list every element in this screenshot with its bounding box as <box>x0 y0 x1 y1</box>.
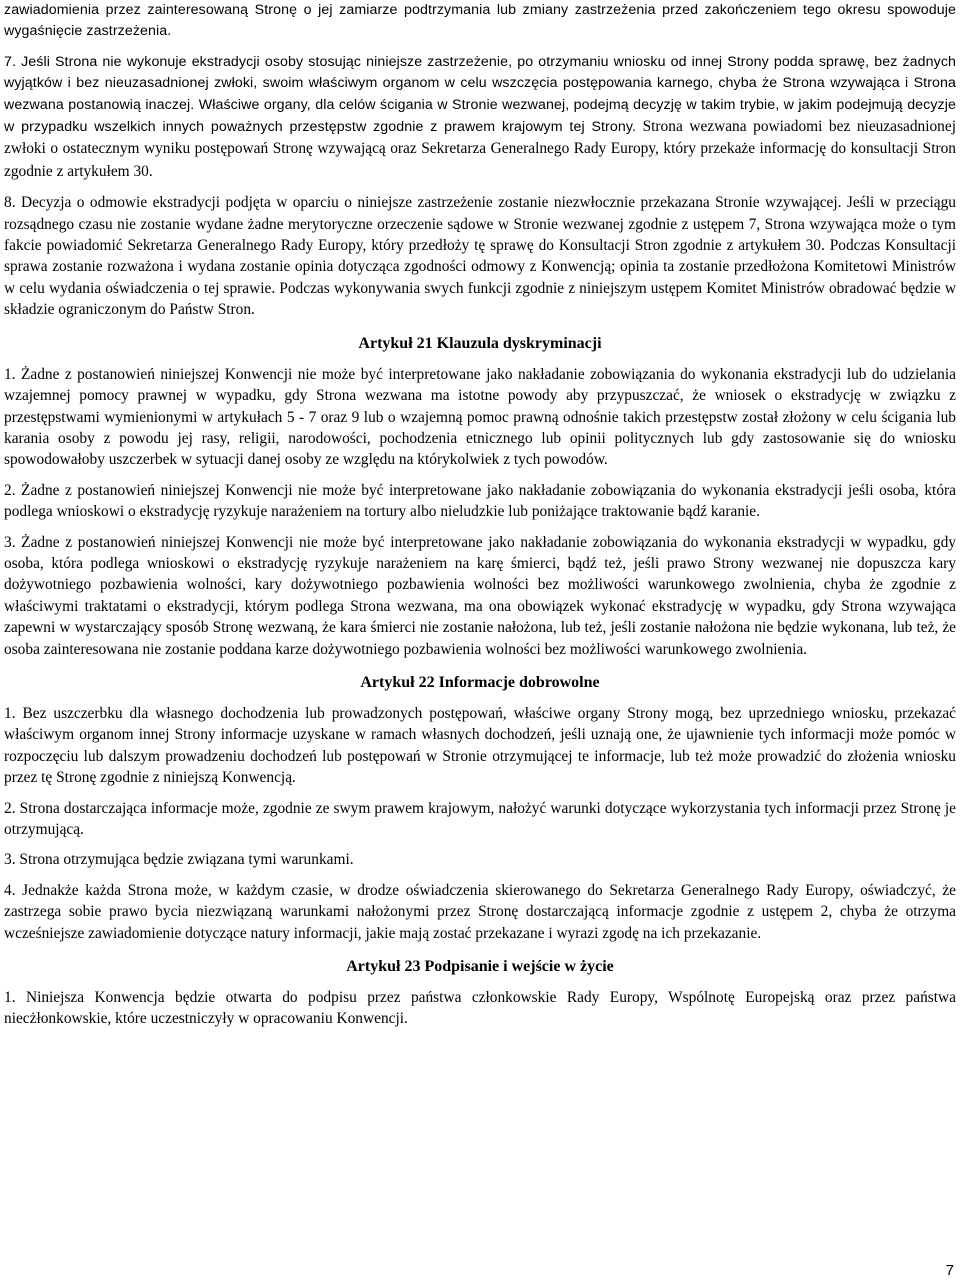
article-21-heading: Artykuł 21 Klauzula dyskryminacji <box>358 334 602 352</box>
paragraph-7-serif: Strona wezwana powiadomi bez nieuzasadnionej zwłoki o ostatecznym wyniku postępowań Stronę wzywającą oraz Sekretarza Generalnego Rady Europy, który przekaże informację do konsultacji Stron zgodnie z artykułem 30. <box>4 118 956 180</box>
article-22-paragraph-3: 3. Strona otrzymująca będzie związana tymi warunkami. <box>4 851 354 869</box>
article-22-paragraph-2: 2. Strona dostarczająca informacje może, zgodnie ze swym prawem krajowym, nałożyć warunki dotyczące wykorzystania tych informacji przez Stronę je otrzymującą. <box>4 799 956 838</box>
article-21-paragraph-1: 1. Żadne z postanowień niniejszej Konwencji nie może być interpretowane jako nakładanie zobowiązania do wykonania ekstradycji lub do udzielania wzajemnej pomocy prawnej w wypadku, gdy Strona wezwana ma istotne powody aby przypuszczać, że wniosek o ekstradycję w związku z przestępstwami wymienionymi w artykułach 5 - 7 oraz 9 lub o wzajemną pomoc prawną odnośnie takich przestępstw został złożony w celu ścigania lub karania osoby z powodu jej rasy, religii, narodowości, pochodzenia etnicznego lub opinii politycznych lub gdy zastosowanie się do wniosku spowodowałoby uszczerbek w sytuacji danej osoby ze względu na którykolwiek z tych powodów. <box>4 365 956 469</box>
article-22-paragraph-1: 1. Bez uszczerbku dla własnego dochodzenia lub prowadzonych postępowań, właściwe organy Strony mogą, bez uprzedniego wniosku, przekazać właściwym organom innej Strony informacje uzyskane w ramach własnych dochodzeń, jeśli uznają one, że ujawnienie tych informacji może pomóc w rozpoczęciu lub dalszym prowadzeniu dochodzeń lub postępowań w Stronie otrzymującej te informacje, lub też może prowadzić do złożenia wniosku przez tę Stronę zgodnie z niniejszą Konwencją. <box>4 704 956 787</box>
paragraph-8: 8. Decyzja o odmowie ekstradycji podjęta w oparciu o niniejsze zastrzeżenie zostanie niezwłocznie przekazana Stronie wzywającej. Jeśli w przeciągu rozsądnego czasu nie zostanie wydane żadne merytoryczne orzeczenie sądowe w Stronie wezwanej zgodnie z ustępem 7, Strona wzywająca może o tym fakcie powiadomić Sekretarza Generalnego Rady Europy, który przedłoży tę sprawę do Konsultacji Stron zgodnie z artykułem 30. Podczas Konsultacji sprawa zostanie rozważona i wydana zostanie opinia dotycząca zgodności odmowy z Konwencją; opinia ta zostanie przedłożona Komitetowi Ministrów w celu wydania oświadczenia o tej sprawie. Podczas wykonywania swych funkcji zgodnie z niniejszym ustępem Komitet Ministrów obradować będzie w składzie ograniczonym do Państw Stron. <box>4 194 956 319</box>
document-page <box>4 0 956 1030</box>
article-21-paragraph-2: 2. Żadne z postanowień niniejszej Konwencji nie może być interpretowane jako nakładanie zobowiązania do wykonania ekstradycji jeśli osoba, która podlega wnioskowi o ekstradycję ryzykuje narażeniem na tortury albo nieludzkie lub poniżające traktowanie bądź karanie. <box>4 481 956 521</box>
article-22-paragraph-4: 4. Jednakże każda Strona może, w każdym czasie, w drodze oświadczenia skierowanego do Sekretarza Generalnego Rady Europy, oświadczyć, że zastrzega sobie prawo bycia niezwiązaną warunkami nałożonymi przez Stronę dostarczającą informacje zgodnie z ustępem 2, chyba że otrzyma wcześniejsze zawiadomienie dotyczące natury informacji, jakie mają zostać przekazane i wyrazi zgodę na ich przekazanie. <box>4 881 956 942</box>
page-number: 7 <box>945 1262 954 1279</box>
article-23-paragraph-1: 1. Niniejsza Konwencja będzie otwarta do podpisu przez państwa członkowskie Rady Europy, Wspólnotę Europejską oraz przez państwa niecżłonkowskie, które uczestniczyły w opracowaniu Konwencji. <box>4 989 956 1028</box>
paragraph-7-sans: 7. Jeśli Strona nie wykonuje ekstradycji osoby stosując niniejsze zastrzeżenie, po otrzymaniu wniosku od innej Strony podda sprawę, bez żadnych wyjątków i bez nieuzasadnionej zwłoki, swoim właściwym organom w celu wszczęcia postępowania karnego, chyba że Strona wzywająca i Strona wezwana postanowią inaczej. Właściwe organy, dla celów ścigania w Stronie wezwanej, podejmą decyzję w takim trybie, w jakim podejmują decyzje w przypadku wszelkich innych poważnych przestępstw zgodnie z prawem krajowym tej Strony. <box>4 53 956 136</box>
intro-fragment: zawiadomienia przez zainteresowaną Stronę o jej zamiarze podtrzymania lub zmiany zastrzeżenia przed zakończeniem tego okresu spowoduje wygaśnięcie zastrzeżenia. <box>4 2 956 40</box>
paragraph-7 <box>4 52 956 183</box>
article-23-heading: Artykuł 23 Podpisanie i wejście w życie <box>346 958 614 976</box>
article-21-paragraph-3: 3. Żadne z postanowień niniejszej Konwencji nie może być interpretowane jako nakładanie zobowiązania do wykonania ekstradycji w wypadku, gdy osoba, która podlega wnioskowi o ekstradycję ryzykuje narażeniem na karę śmierci, bądź też, jeśli prawo Strony wezwanej nie dopuszcza kary dożywotniego pozbawienia wolności, kary dożywotniego pozbawienia wolności bez możliwości warunkowego zwolnienia, chyba że zgodnie z właściwymi traktatami o ekstradycji, którym podlega Strona wezwana, ma ona obowiązek wykonać ekstradycję w wypadku, gdy Strona wzywająca zapewni w wystarczający sposób Stronę wezwaną, że kara śmierci nie zostanie nałożona, lub też, jeśli zostanie nałożona nie będzie wykonana, lub też, że osoba zainteresowana nie zostanie poddana karze dożywotniego pozbawienia wolności bez możliwości warunkowego zwolnienia. <box>4 533 956 658</box>
article-22-heading: Artykuł 22 Informacje dobrowolne <box>360 673 600 691</box>
